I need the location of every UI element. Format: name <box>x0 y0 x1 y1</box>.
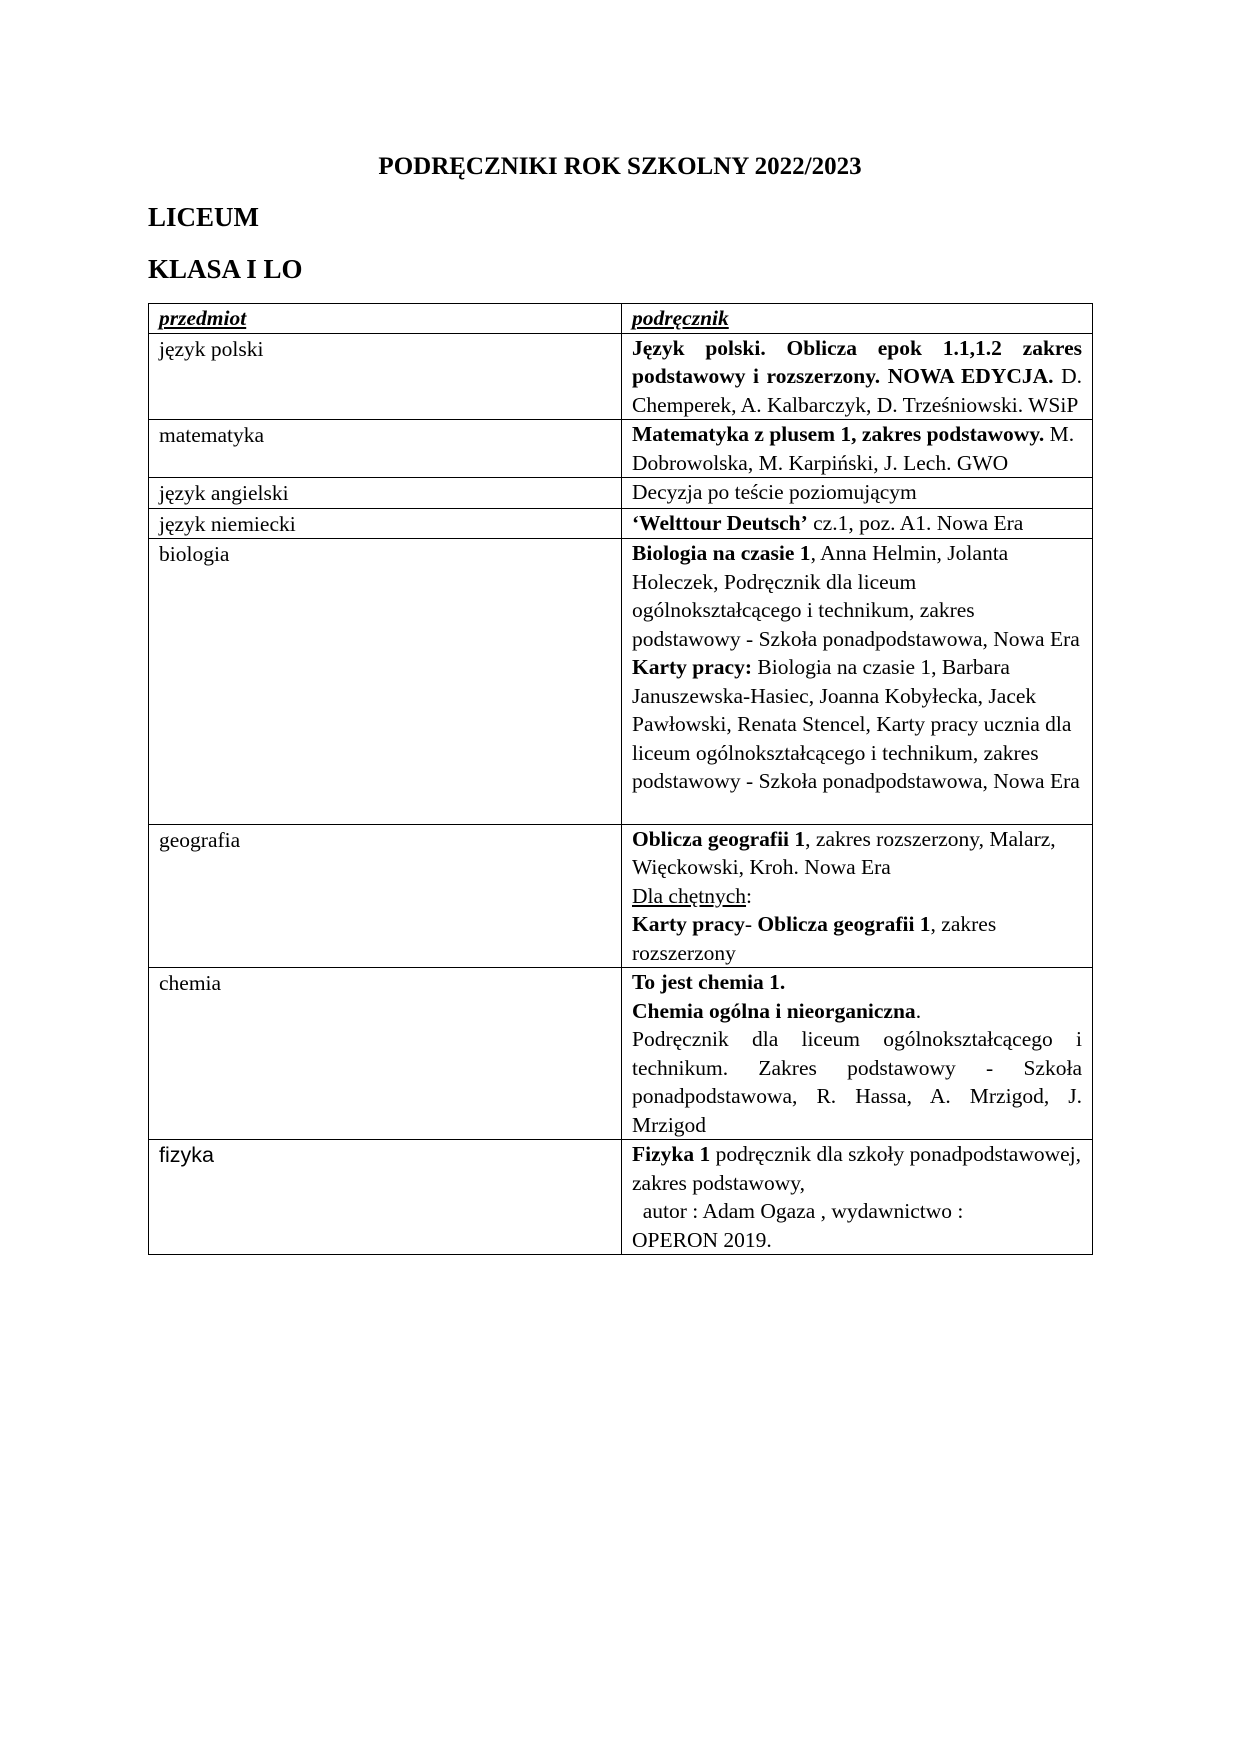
subject-cell: język niemiecki <box>149 508 622 539</box>
textbook-cell <box>622 333 1093 420</box>
workbook-details: Biologia na czasie 1, Barbara Januszewska-Hasiec, Joanna Kobyłecka, Jacek Pawłowski, Renata Stencel, Karty pracy ucznia dla liceum ogólnokształcącego i technikum, zakres podstawowy - Szkoła ponadpodstawowa, Nowa Era <box>632 655 1080 793</box>
textbook-title: To jest chemia 1. <box>632 970 786 994</box>
textbook-details: cz.1, poz. A1. Nowa Era <box>807 510 1024 535</box>
table-header-row <box>149 304 1093 334</box>
table-row <box>149 333 1093 420</box>
optional-note <box>632 882 1082 911</box>
table-row <box>149 968 1093 1140</box>
school-heading: LICEUM <box>148 202 260 232</box>
textbook-title: Fizyka 1 <box>632 1142 711 1166</box>
subject-cell: matematyka <box>149 420 622 478</box>
textbook-details: M. Dobrowolska, M. Karpiński, J. Lech. GWO <box>632 422 1075 475</box>
header-textbook: podręcznik <box>622 304 1093 334</box>
table-row <box>149 478 1093 509</box>
class-heading: KLASA I LO <box>148 254 303 284</box>
subtitle-dot: . <box>915 998 922 1023</box>
subject-cell: fizyka <box>149 1140 622 1255</box>
textbook-title: Matematyka z plusem 1, zakres podstawowy. <box>632 422 1045 446</box>
subject-cell: biologia <box>149 539 622 825</box>
table-row <box>149 539 1093 825</box>
textbook-cell: Decyzja po teście poziomującym <box>622 478 1093 509</box>
textbook-details: Podręcznik dla liceum ogólnokształcącego i technikum. Zakres podstawowy - Szkoła ponadpodstawowa, R. Hassa, A. Mrzigod, J. Mrzigod <box>632 1027 1082 1137</box>
textbook-cell <box>622 508 1093 539</box>
workbook-paragraph <box>632 653 1082 796</box>
optional-colon: : <box>746 883 753 908</box>
textbook-title: Biologia na czasie 1 <box>632 541 811 565</box>
workbook-paragraph <box>632 910 1082 967</box>
textbook-paragraph <box>632 825 1082 882</box>
textbook-title: Język polski. Oblicza epok 1.1,1.2 zakres podstawowy i rozszerzony. NOWA EDYCJA. <box>632 335 1082 388</box>
textbook-cell <box>622 420 1093 478</box>
subject-cell: język polski <box>149 333 622 420</box>
textbook-subtitle-line <box>632 997 1082 1026</box>
table-row <box>149 508 1093 539</box>
textbook-title: ‘Welttour Deutsch’ <box>632 510 808 535</box>
workbook-title: Oblicza geografii 1 <box>757 912 931 936</box>
author-line: autor : Adam Ogaza , wydawnictwo : <box>632 1199 964 1223</box>
textbook-details: D. Chemperek, A. Kalbarczyk, D. Trześniowski. WSiP <box>632 364 1082 417</box>
textbook-cell <box>622 1140 1093 1255</box>
textbook-cell <box>622 968 1093 1140</box>
blank-line <box>632 796 1082 824</box>
textbook-details: , zakres rozszerzony, Malarz, Więckowski, Kroh. Nowa Era <box>632 826 1056 879</box>
header-subject: przedmiot <box>149 304 622 334</box>
textbook-title: Oblicza geografii 1 <box>632 826 806 851</box>
table-row <box>149 824 1093 968</box>
table-row <box>149 1140 1093 1255</box>
workbook-separator: - <box>744 912 758 936</box>
document-title: PODRĘCZNIKI ROK SZKOLNY 2022/2023 <box>378 153 862 180</box>
textbook-cell <box>622 539 1093 825</box>
textbook-details: , Anna Helmin, Jolanta Holeczek, Podręcznik dla liceum ogólnokształcącego i technikum, zakres podstawowy - Szkoła ponadpodstawowa, Nowa Era <box>632 541 1080 651</box>
workbook-label: Karty pracy <box>632 912 745 936</box>
subject-cell: język angielski <box>149 478 622 509</box>
publisher-line: OPERON 2019. <box>632 1227 772 1252</box>
textbook-table <box>148 303 1093 1255</box>
subject-cell: geografia <box>149 824 622 968</box>
workbook-details: , zakres rozszerzony <box>632 912 997 965</box>
table-row <box>149 420 1093 478</box>
optional-label: Dla chętnych <box>632 883 747 908</box>
textbook-paragraph <box>632 1140 1082 1197</box>
textbook-details: podręcznik dla szkoły ponadpodstawowej, zakres podstawowy, <box>632 1142 1082 1195</box>
textbook-subtitle: Chemia ogólna i nieorganiczna <box>632 998 916 1023</box>
textbook-paragraph <box>632 539 1082 653</box>
workbook-label: Karty pracy: <box>632 655 753 679</box>
textbook-cell <box>622 824 1093 968</box>
subject-cell: chemia <box>149 968 622 1140</box>
